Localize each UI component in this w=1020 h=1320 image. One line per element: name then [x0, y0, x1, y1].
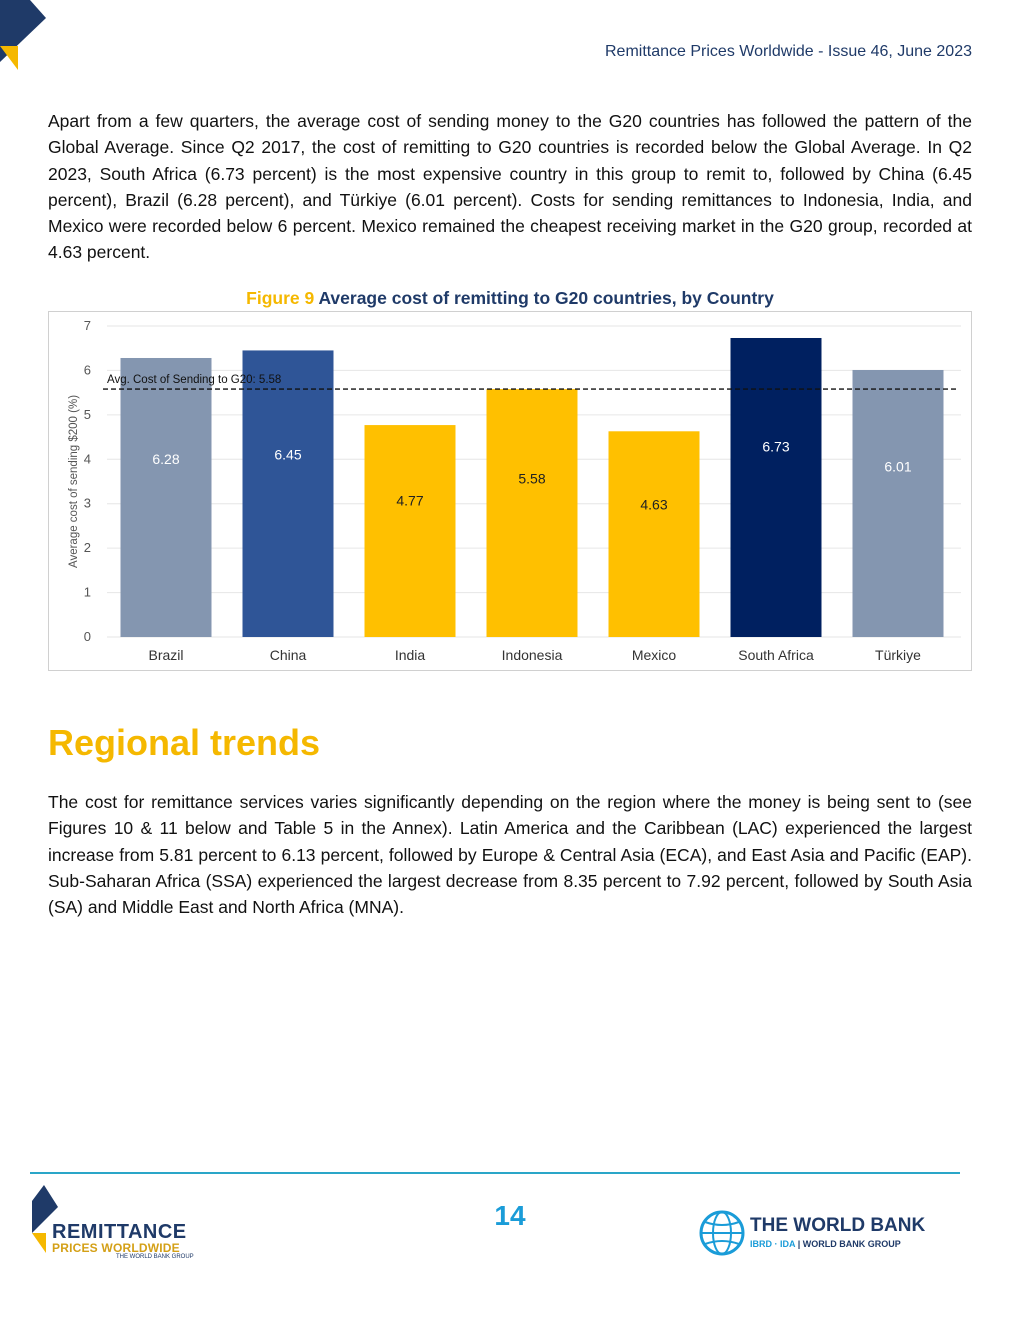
y-tick-label: 6	[83, 362, 91, 378]
page-number: 14	[494, 1200, 526, 1231]
bar	[731, 338, 822, 637]
world-bank-title: THE WORLD BANK	[750, 1215, 926, 1236]
average-reference-label: Avg. Cost of Sending to G20: 5.58	[107, 374, 282, 387]
bar	[365, 425, 456, 637]
x-tick-label: China	[269, 647, 307, 663]
chart-frame	[48, 311, 972, 671]
bar	[487, 389, 578, 637]
bar-chart	[49, 312, 971, 670]
x-tick-label: South Africa	[738, 647, 814, 663]
world-bank-logo	[698, 1207, 948, 1259]
bar	[121, 358, 212, 637]
corner-decoration	[0, 0, 50, 72]
bar-value-label: 4.77	[396, 492, 424, 509]
y-tick-label: 5	[83, 406, 91, 422]
bar-value-label: 6.45	[274, 446, 302, 463]
bar-value-label: 6.28	[152, 451, 180, 468]
wb-sub-ibrd: IBRD · IDA	[750, 1239, 796, 1249]
bar-value-label: 5.58	[518, 470, 546, 487]
y-tick-label: 0	[83, 629, 91, 644]
x-tick-label: Brazil	[148, 647, 184, 663]
bar	[853, 370, 944, 637]
y-tick-label: 7	[83, 318, 91, 333]
section-paragraph: The cost for remittance services varies significantly depending on the region where the money is being sent to (see Figures 10 & 11 below and Table 5 in the Annex). Latin America and the Caribbean (LAC) experienced the largest increase from 5.81 percent to 6.13 percent, followed by Europe & Central Asia (ECA), and East Asia and Pacific (EAP). Sub-Saharan Africa (SSA) experienced the largest decrease from 8.35 percent to 7.92 percent, followed by South Asia (SA) and Middle East and North Africa (MNA).	[48, 792, 972, 918]
x-tick-label: Mexico	[631, 647, 677, 663]
figure-caption	[48, 288, 972, 309]
y-tick-label: 1	[83, 584, 91, 600]
footer-divider	[30, 1172, 960, 1174]
y-tick-label: 3	[83, 495, 91, 511]
y-axis-label: Average cost of sending $200 (%)	[68, 394, 80, 569]
x-tick-label: Türkiye	[875, 647, 921, 663]
y-tick-label: 2	[83, 540, 91, 556]
globe-icon	[698, 1209, 746, 1257]
figure-number: Figure 9	[246, 288, 315, 308]
y-tick-label: 4	[83, 451, 91, 467]
remittance-prices-logo	[30, 1185, 195, 1265]
world-bank-subtitle: IBRD · IDA | WORLD BANK GROUP	[750, 1239, 901, 1249]
rpw-logo-line2: PRICES WORLDWIDE	[52, 1241, 180, 1255]
bar-value-label: 4.63	[640, 496, 668, 513]
section-title: Regional trends	[48, 722, 321, 763]
rpw-logo-line1: REMITTANCE	[52, 1221, 187, 1243]
bar	[243, 350, 334, 637]
rpw-logo-line3: THE WORLD BANK GROUP	[116, 1254, 194, 1260]
bar	[609, 431, 700, 637]
intro-paragraph: Apart from a few quarters, the average cost of sending money to the G20 countries has followed the pattern of the Global Average. Since Q2 2017, the cost of remitting to G20 countries is recorded below the Global Average. In Q2 2023, South Africa (6.73 percent) is the most expensive country in this group to remit to, followed by China (6.45 percent), Brazil (6.28 percent), and Türkiye (6.01 percent). Costs for sending remittances to Indonesia, India, and Mexico were recorded below 6 percent. Mexico remained the cheapest receiving market in the G20 group, recorded at 4.63 percent.	[48, 111, 972, 263]
bar-value-label: 6.73	[762, 438, 790, 455]
figure-title: Average cost of remitting to G20 countries, by Country	[318, 288, 774, 308]
wb-sub-group: WORLD BANK GROUP	[802, 1239, 901, 1249]
x-tick-label: Indonesia	[501, 647, 563, 663]
bar-value-label: 6.01	[884, 458, 912, 475]
x-tick-label: India	[394, 647, 426, 663]
running-header: Remittance Prices Worldwide - Issue 46, June 2023	[605, 43, 972, 60]
